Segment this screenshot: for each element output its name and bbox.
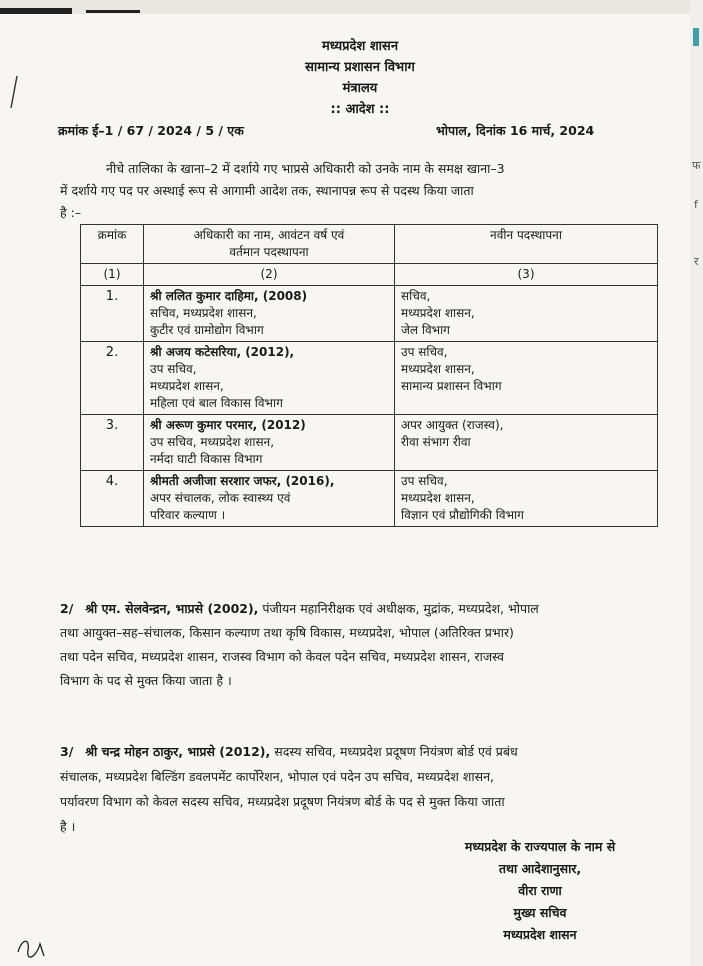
handwritten-initials [14, 932, 54, 962]
paragraph-2-line: तथा आयुक्त–सह–संचालक, किसान कल्याण तथा कृषि विकास, मध्यप्रदेश, भोपाल (अतिरिक्त प्रभार) [60, 625, 514, 640]
intro-line: में दर्शाये गए पद पर अस्थाई रूप से आगामी आदेश तक, स्थानापन्न रूप से पदस्थ किया जाता [60, 183, 474, 198]
paragraph-text: पंजीयन महानिरीक्षक एवं अधीक्षक, मुद्रांक, मध्यप्रदेश, भोपाल [262, 601, 539, 616]
ministry-title: मंत्रालय [342, 81, 378, 96]
order-title: :: आदेश :: [330, 102, 390, 117]
paragraph-2-line: विभाग के पद से मुक्त किया जाता है । [60, 673, 232, 688]
serial-cell: 4. [81, 471, 144, 527]
officer-line: अपर संचालक, लोक स्वास्थ्य एवं [150, 491, 291, 505]
edge-glyph: फ [692, 159, 701, 172]
serial-cell: 3. [81, 415, 144, 471]
serial-cell: 2. [81, 342, 144, 415]
column-header-officer [144, 225, 395, 264]
paragraph-2-line: तथा पदेन सचिव, मध्यप्रदेश शासन, राजस्व विभाग को केवल पदेन सचिव, मध्यप्रदेश शासन, राजस्व [60, 649, 504, 664]
officer-line: नर्मदा घाटी विकास विभाग [150, 452, 263, 466]
paragraph-3-line: संचालक, मध्यप्रदेश बिल्डिंग डवलपमेंट कार्पोरेशन, भोपाल एवं पदेन उप सचिव, मध्यप्रदेश शासन, [60, 769, 494, 784]
officer-line: कुटीर एवं ग्रामोद्योग विभाग [150, 323, 264, 337]
posting-cell [395, 471, 658, 527]
margin-scribble [8, 74, 20, 110]
edge-glyph: र [694, 255, 699, 268]
officer-cell [144, 471, 395, 527]
paragraph-text: सदस्य सचिव, मध्यप्रदेश प्रदूषण नियंत्रण बोर्ड एवं प्रबंध [274, 744, 518, 759]
signatory-office: मध्यप्रदेश शासन [503, 927, 577, 942]
signature-block [420, 836, 660, 946]
order-number: क्रमांक ई–1 / 67 / 2024 / 5 / एक [58, 123, 244, 138]
table-row [81, 342, 658, 415]
officer-name: श्री चन्द्र मोहन ठाकुर, भाप्रसे (2012), [85, 744, 271, 759]
posting-line: मध्यप्रदेश शासन, [401, 491, 475, 505]
officer-cell [144, 286, 395, 342]
posting-line: विज्ञान एवं प्रौद्योगिकी विभाग [401, 508, 524, 522]
edge-glyph: f [694, 198, 698, 211]
index-cell: (3) [395, 264, 658, 286]
index-cell: (1) [81, 264, 144, 286]
paragraph-3-line: पर्यावरण विभाग को केवल सदस्य सचिव, मध्यप्रदेश प्रदूषण नियंत्रण बोर्ड के पद से मुक्त किया जाता [60, 794, 505, 809]
signatory-designation: मुख्य सचिव [513, 905, 567, 920]
scan-mark [0, 8, 72, 14]
signature-line: मध्यप्रदेश के राज्यपाल के नाम से [464, 839, 616, 854]
index-cell: (2) [144, 264, 395, 286]
posting-cell [395, 342, 658, 415]
posting-line: अपर आयुक्त (राजस्व), [401, 418, 504, 432]
posting-line: मध्यप्रदेश शासन, [401, 362, 475, 376]
table-row [81, 286, 658, 342]
officer-line: महिला एवं बाल विकास विभाग [150, 396, 283, 410]
posting-line: रीवा संभाग रीवा [401, 435, 471, 449]
serial-cell: 1. [81, 286, 144, 342]
posting-line: मध्यप्रदेश शासन, [401, 306, 475, 320]
table-index-row [81, 264, 658, 286]
officer-name: श्री अरूण कुमार परमार, (2012) [150, 418, 306, 432]
posting-line: सामान्य प्रशासन विभाग [401, 379, 502, 393]
intro-line: नीचे तालिका के खाना–2 में दर्शाये गए भाप्रसे अधिकारी को उनके नाम के समक्ष खाना–3 [106, 161, 505, 176]
paragraph-number: 3/ [60, 744, 74, 759]
officer-line: सचिव, मध्यप्रदेश शासन, [150, 306, 257, 320]
paragraph-3-line: है । [60, 819, 76, 834]
posting-line: उप सचिव, [401, 345, 448, 359]
table-row [81, 471, 658, 527]
posting-cell [395, 286, 658, 342]
table-row [81, 415, 658, 471]
officer-line: उप सचिव, [150, 362, 197, 376]
officer-cell [144, 342, 395, 415]
officer-cell [144, 415, 395, 471]
signature-line: तथा आदेशानुसार, [498, 861, 582, 876]
right-page-edge [690, 0, 703, 966]
officer-line: मध्यप्रदेश शासन, [150, 379, 224, 393]
paragraph-number: 2/ [60, 601, 74, 616]
column-header-new-posting: नवीन पदस्थापना [395, 225, 658, 264]
top-scan-strip [0, 0, 703, 14]
officer-name: श्री ललित कुमार दाहिमा, (2008) [150, 289, 308, 303]
paragraph-3-line [60, 743, 660, 760]
edge-mark [693, 28, 699, 46]
intro-line: है :– [60, 205, 82, 220]
officer-line: परिवार कल्याण । [150, 508, 226, 522]
department-title: सामान्य प्रशासन विभाग [305, 60, 415, 75]
posting-line: जेल विभाग [401, 323, 450, 337]
officer-name: श्री एम. सेलवेन्द्रन, भाप्रसे (2002), [85, 601, 259, 616]
posting-table [80, 224, 658, 527]
signatory-name: वीरा राणा [518, 883, 562, 898]
posting-line: सचिव, [401, 289, 431, 303]
posting-cell [395, 415, 658, 471]
officer-line: उप सचिव, मध्यप्रदेश शासन, [150, 435, 275, 449]
paragraph-2-line [60, 600, 660, 617]
officer-name: श्री अजय कटेसरिया, (2012), [150, 345, 295, 359]
government-title: मध्यप्रदेश शासन [321, 39, 399, 54]
scan-mark [86, 10, 140, 13]
place-date: भोपाल, दिनांक 16 मार्च, 2024 [436, 123, 595, 138]
column-header-serial: क्रमांक [81, 225, 144, 264]
table-header-row [81, 225, 658, 264]
officer-name: श्रीमती अजीजा सरशार जफर, (2016), [150, 474, 335, 488]
posting-line: उप सचिव, [401, 474, 448, 488]
header-line: वर्तमान पदस्थापना [229, 245, 309, 259]
header-line: अधिकारी का नाम, आवंटन वर्ष एवं [193, 228, 345, 242]
